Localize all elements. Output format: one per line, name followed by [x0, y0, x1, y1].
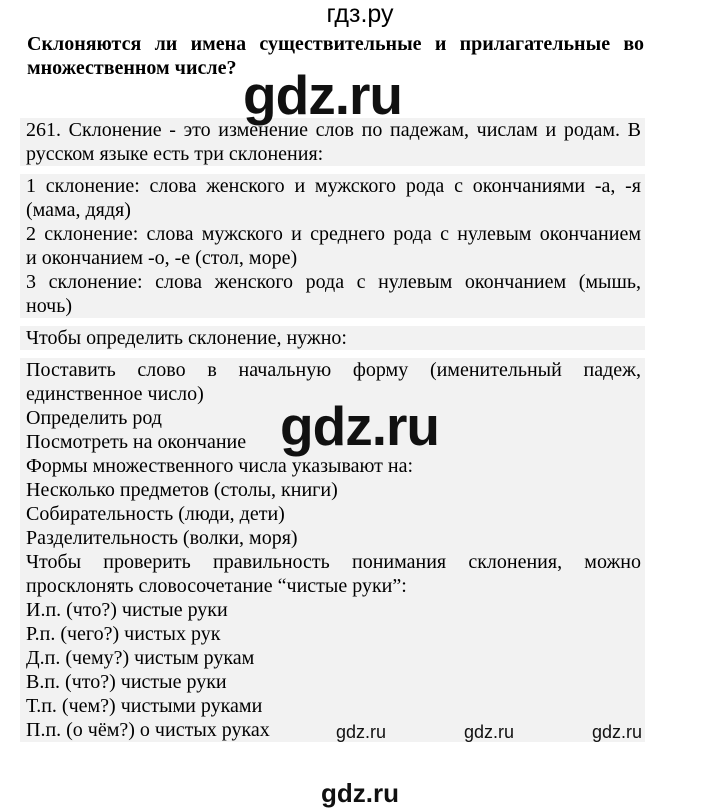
- intro-line-2: русском языке есть три склонения:: [26, 143, 324, 165]
- step-1-line-2: единственное число): [26, 383, 204, 405]
- step-2-line: Определить род: [26, 407, 162, 429]
- case-row: И.п. (что?) чистые руки: [26, 599, 228, 621]
- intro-line-1: 261. Склонение - это изменение слов по падежам, числам и родам. В: [26, 119, 641, 141]
- case-row: Р.п. (чего?) чистых рук: [26, 623, 221, 645]
- check-line-2: просклонять словосочетание “чистые руки”:: [26, 575, 407, 597]
- declension-2-line-1: 2 склонение: слова мужского и среднего рода с нулевым окончанием: [26, 223, 641, 245]
- plural-intro-line: Формы множественного числа указывают на:: [26, 455, 414, 477]
- case-row: В.п. (что?) чистые руки: [26, 671, 227, 693]
- declensions-block: [20, 174, 645, 318]
- step-1-line-1: Поставить слово в начальную форму (именительный падеж,: [26, 359, 641, 381]
- declension-3-line-1: 3 склонение: слова женского рода с нулевым окончанием (мышь,: [26, 271, 641, 293]
- watermark-large-middle: gdz.ru: [280, 395, 439, 457]
- declension-3-line-2: ночь): [26, 295, 73, 317]
- watermark-small-2: gdz.ru: [464, 722, 515, 742]
- spacer: [0, 350, 720, 358]
- watermark-large-top: gdz.ru: [243, 64, 402, 126]
- plural-item-1: Несколько предметов (столы, книги): [26, 479, 338, 501]
- spacer: [0, 166, 720, 174]
- case-row: Д.п. (чему?) чистым рукам: [26, 647, 255, 669]
- declension-2-line-2: и окончанием -о, -е (стол, море): [26, 247, 298, 269]
- watermark-small-3: gdz.ru: [592, 722, 643, 742]
- spacer: [0, 318, 720, 326]
- plural-item-3: Разделительность (волки, моря): [26, 527, 298, 549]
- declension-1-line-1: 1 склонение: слова женского и мужского рода с окончаниями -а, -я: [26, 175, 641, 197]
- watermark-small-1: gdz.ru: [336, 722, 387, 742]
- case-row: П.п. (о чём?) о чистых руках: [26, 719, 270, 741]
- plural-item-2: Собирательность (люди, дети): [26, 503, 285, 525]
- how-to-line: Чтобы определить склонение, нужно:: [26, 327, 347, 349]
- case-row: Т.п. (чем?) чистыми руками: [26, 695, 263, 717]
- question-heading: Склоняются ли имена существительные и прилагательные во множественном числе?: [27, 33, 644, 79]
- check-line-1: Чтобы проверить правильность понимания склонения, можно: [26, 551, 641, 573]
- header-site-watermark: гдз.ру: [326, 0, 394, 28]
- step-3-line: Посмотреть на окончание: [26, 431, 247, 453]
- declension-1-line-2: (мама, дядя): [26, 199, 131, 221]
- how-to-block: [20, 326, 645, 350]
- watermark-footer: gdz.ru: [321, 778, 399, 808]
